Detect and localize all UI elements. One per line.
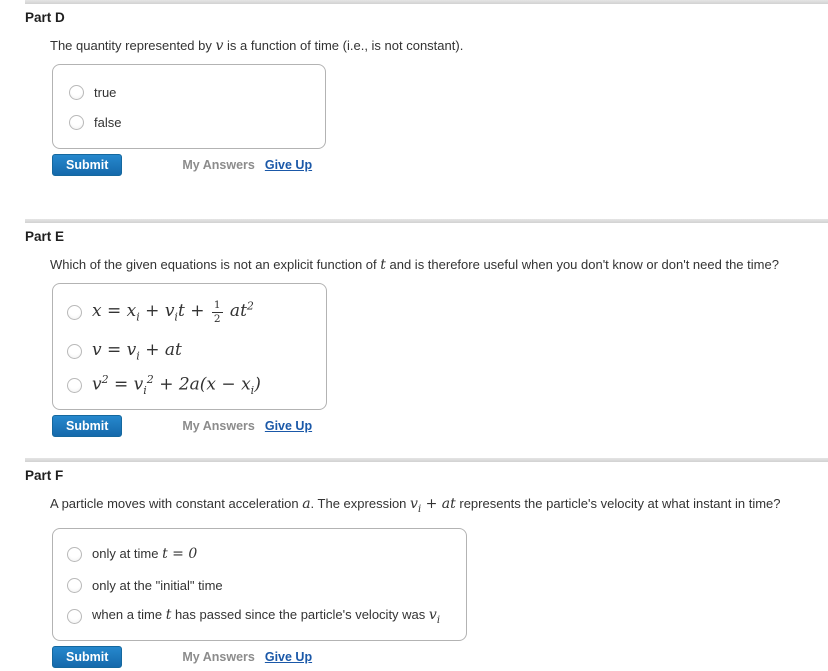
sub-seg: i xyxy=(417,503,422,515)
text-seg: A particle moves with constant acceleration xyxy=(50,496,303,511)
part-d-question xyxy=(50,39,828,53)
sup-seg: 2 xyxy=(146,372,154,386)
part-d-heading: Part D xyxy=(25,10,65,25)
math-seg: t = 0 xyxy=(162,546,198,563)
radio-button[interactable] xyxy=(69,115,84,130)
give-up-link[interactable]: Give Up xyxy=(264,158,313,172)
sup-seg: 2 xyxy=(101,372,109,386)
sub-seg: i xyxy=(136,310,140,324)
part-e-section xyxy=(0,219,828,458)
math-seg: v xyxy=(215,38,224,54)
part-e-actions-row xyxy=(52,415,828,437)
part-f-question xyxy=(50,497,828,517)
option-label xyxy=(92,546,197,562)
text-seg: Which of the given equations is not an explicit function of xyxy=(50,257,381,272)
text-seg: ) xyxy=(254,374,261,395)
part-f-heading: Part F xyxy=(25,468,64,483)
part-f-options-box xyxy=(52,528,467,641)
text-seg: only at the "initial" time xyxy=(92,577,223,593)
sub-seg: i xyxy=(136,349,140,363)
part-d-option-false[interactable] xyxy=(69,107,325,137)
text-seg: . The expression xyxy=(310,496,411,511)
part-f-option-3[interactable] xyxy=(67,601,466,632)
option-label xyxy=(94,85,116,100)
text-seg: only at time xyxy=(92,546,163,562)
part-e-heading: Part E xyxy=(25,229,65,244)
radio-button[interactable] xyxy=(69,85,84,100)
radio-button[interactable] xyxy=(67,305,82,320)
part-d-option-true[interactable] xyxy=(69,77,325,107)
radio-button[interactable] xyxy=(67,578,82,593)
part-e-option-3[interactable] xyxy=(67,368,326,402)
part-e-options-box xyxy=(52,283,327,410)
spacer xyxy=(0,176,828,219)
give-up-link[interactable]: Give Up xyxy=(264,649,313,664)
part-f-option-2[interactable] xyxy=(67,570,466,601)
spacer xyxy=(0,437,828,458)
option-label xyxy=(92,607,440,626)
section-divider xyxy=(25,0,828,4)
part-e-question xyxy=(50,258,828,272)
text-seg: and is therefore useful when you don't know or don't need the time? xyxy=(385,257,779,272)
text-seg: + at xyxy=(139,339,182,360)
fraction-numerator: 1 xyxy=(213,299,221,312)
text-seg: has passed since the particle's velocity was xyxy=(171,606,429,622)
part-d-actions-row xyxy=(52,154,828,176)
math-seg xyxy=(410,496,422,515)
radio-button[interactable] xyxy=(67,609,82,624)
text-seg: is a function of time (i.e., is not constant). xyxy=(223,38,464,53)
text-seg: + 2a(x − x xyxy=(153,374,251,395)
math-seg xyxy=(428,606,441,626)
part-f-actions-row xyxy=(52,646,828,668)
sub-seg: i xyxy=(250,384,255,398)
math-seg: t xyxy=(165,606,172,623)
fraction-one-half xyxy=(212,299,223,324)
equation-kinematics-position xyxy=(92,299,254,324)
text-seg: represents the particle's velocity at what instant in time? xyxy=(455,496,781,511)
section-divider xyxy=(25,458,828,462)
text-seg: when a time xyxy=(92,606,166,622)
text-seg: + v xyxy=(139,301,175,322)
equation-kinematics-timeless xyxy=(92,373,261,397)
text-seg: = v xyxy=(108,374,144,395)
text-seg: The quantity represented by xyxy=(50,38,216,53)
sub-seg: i xyxy=(436,614,441,626)
text-seg: true xyxy=(94,84,117,100)
my-answers-label: My Answers xyxy=(182,649,255,664)
my-answers-label: My Answers xyxy=(182,419,255,433)
equation-kinematics-velocity xyxy=(92,340,182,362)
part-e-submit-button[interactable]: Submit xyxy=(52,415,122,437)
text-seg: v = v xyxy=(92,339,137,360)
text-seg: v xyxy=(410,496,418,512)
part-d-submit-button[interactable]: Submit xyxy=(52,154,122,176)
math-seg: t xyxy=(380,257,386,273)
text-seg: v xyxy=(92,374,102,395)
text-seg: t + xyxy=(177,301,210,322)
radio-button[interactable] xyxy=(67,344,82,359)
part-d-options-box xyxy=(52,64,326,149)
option-label xyxy=(92,578,223,593)
option-label xyxy=(94,115,121,130)
text-seg: x = x xyxy=(92,301,137,322)
part-d-section xyxy=(0,0,828,219)
give-up-link[interactable]: Give Up xyxy=(264,419,313,433)
radio-button[interactable] xyxy=(67,378,82,393)
sup-seg: 2 xyxy=(246,299,254,313)
text-seg: false xyxy=(94,114,122,130)
part-e-option-2[interactable] xyxy=(67,334,326,368)
radio-button[interactable] xyxy=(67,547,82,562)
math-seg: + at xyxy=(421,496,456,512)
text-seg: v xyxy=(428,606,437,623)
fraction-denominator: 2 xyxy=(213,312,221,325)
text-seg: at xyxy=(224,301,247,322)
part-f-option-1[interactable] xyxy=(67,539,466,570)
math-seg: a xyxy=(302,496,311,512)
part-f-section xyxy=(0,458,828,668)
part-f-submit-button[interactable]: Submit xyxy=(52,646,122,668)
sub-seg: i xyxy=(174,310,178,324)
part-e-option-1[interactable] xyxy=(67,290,326,334)
sub-seg: i xyxy=(143,384,147,398)
my-answers-label: My Answers xyxy=(182,158,255,172)
section-divider xyxy=(25,219,828,223)
